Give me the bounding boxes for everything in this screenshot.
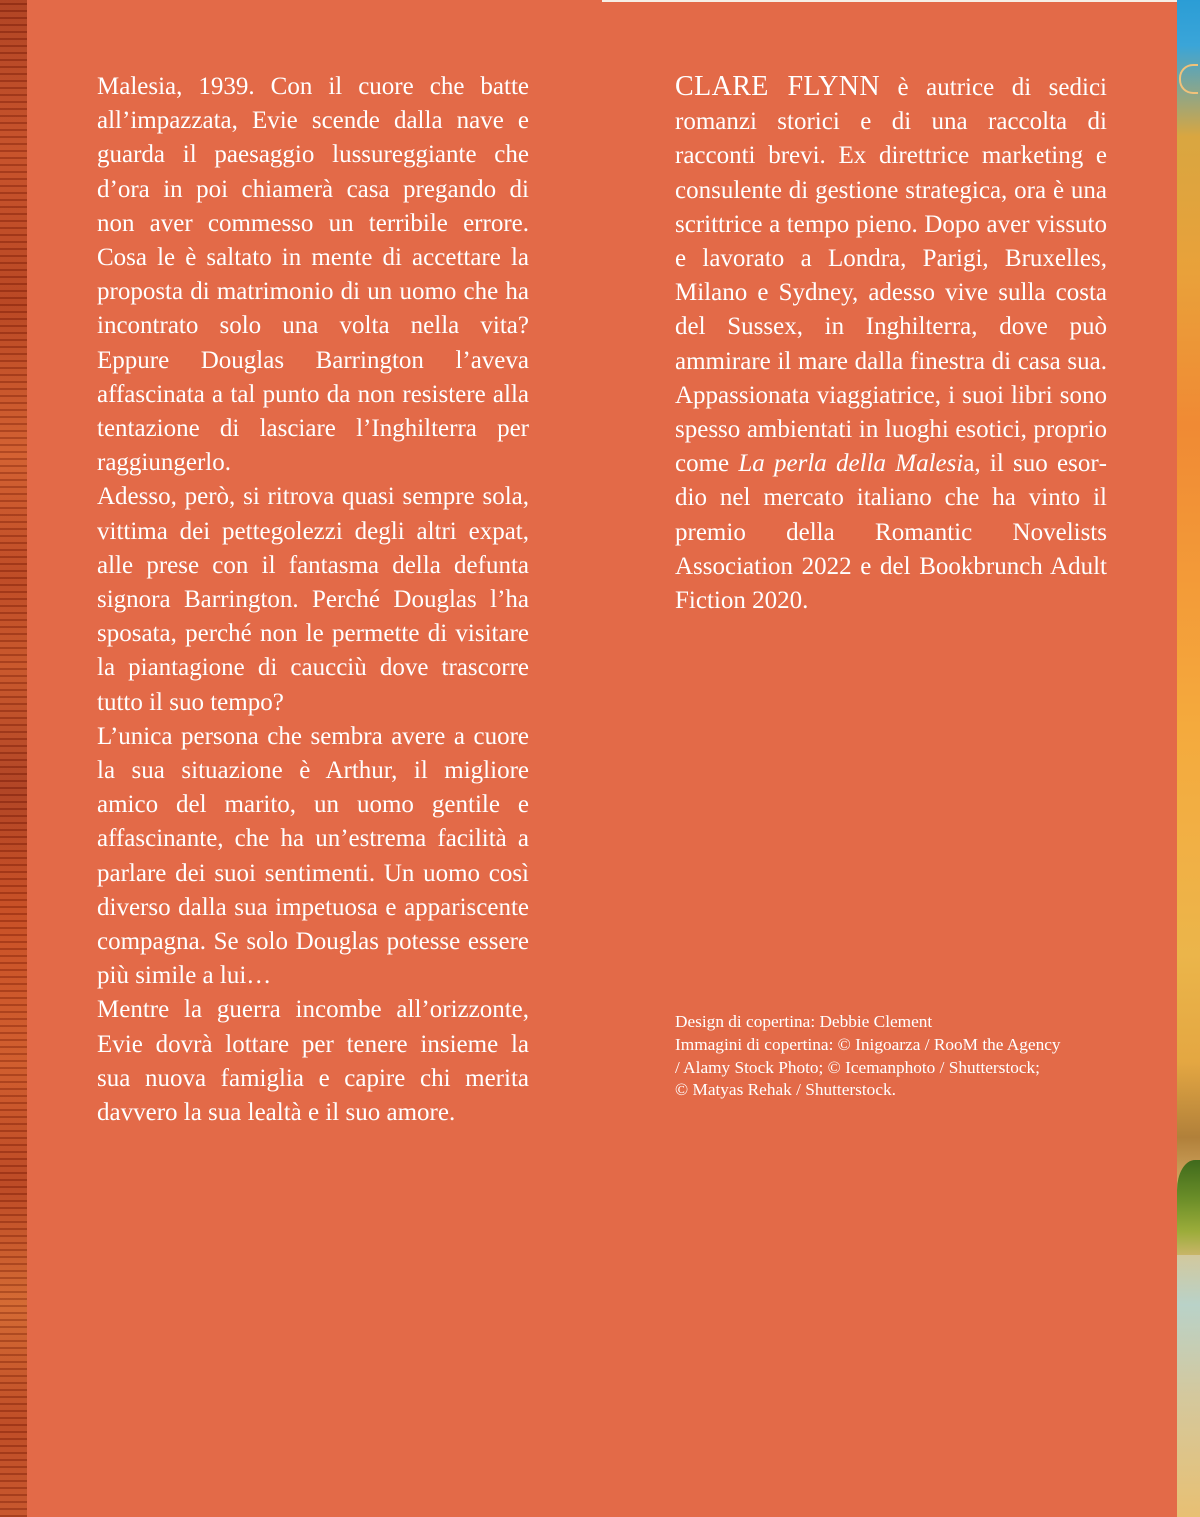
front-cover-edge <box>1177 0 1200 1517</box>
credit-line: Design di copertina: Debbie Clement <box>675 1012 933 1031</box>
author-bio-intro: è autrice di sedici romanzi storici e di una raccolta di racconti brevi. Ex direttrice marketing e consulente di gestione strategica, ora è una scrittrice a tempo pieno. Dopo aver vissuto e lavorato a Londra, Parigi, Bruxelles, Milano e Sydney, adesso vive sulla costa del Sussex, in Inghilterra, dove può ammirare il mare dalla finestra di casa sua. Appassionata viaggiatrice, i suoi libri sono spesso ambientati in luoghi esotici, proprio come <box>675 74 1107 478</box>
blurb-paragraph-2: Adesso, però, si ritrova quasi sempre sola, vittima dei pettegolezzi degli altri expat, alle prese con il fantasma della defunta signora Barrington. Perché Douglas l’ha sposata, perché non le permette di visitare la piantagione di caucciù dove trascorre tutto il suo tempo? <box>97 483 529 716</box>
author-bio <box>675 70 1107 618</box>
top-edge-strip <box>602 0 1177 2</box>
ornament-icon <box>1179 64 1198 94</box>
book-blurb <box>97 70 529 1130</box>
spine-wood-texture <box>0 0 27 1517</box>
blurb-paragraph-1: Malesia, 1939. Con il cuore che batte all’impazzata, Evie scende dalla nave e guarda il paesaggio lussureggiante che d’ora in poi chiamerà casa pregando di non aver commesso un terribile errore. Cosa le è saltato in mente di accettare la proposta di matrimonio di un uomo che ha incontrato solo una volta nella vita? Eppure Douglas Barrington l’aveva affascinata a tal punto da non resistere alla tentazione di lasciare l’Inghilterra per raggiungerlo. <box>97 73 529 477</box>
blurb-paragraph-3: L’unica persona che sembra avere a cuore la sua situazione è Arthur, il migliore amico del marito, un uomo gentile e affascinante, che ha un’estrema facilità a parlare dei suoi sentimenti. Un uomo così diverso dalla sua impetuosa e appariscente compagna. Se solo Douglas potesse essere più simile a lui… <box>97 722 529 990</box>
tropical-trees-image <box>1177 1160 1200 1255</box>
spine-edge-left <box>0 0 27 1517</box>
book-title: La perla della Malesi <box>738 450 964 478</box>
author-name: CLARE FLYNN <box>675 71 880 102</box>
blurb-paragraph-4: Mentre la guerra incombe all’orizzonte, Evie dovrà lottare per tenere insieme la sua nuova famiglia e capire chi merita davvero la sua lealtà e il suo amore. <box>97 996 529 1127</box>
author-bio-outro: a, il suo esordio nel mercato italiano che ha vinto il premio della Romantic Novelists Association 2022 e del Bookbrunch Adult Fiction 2020. <box>675 450 1107 615</box>
credit-line: © Matyas Rehak / Shutterstock. <box>675 1080 896 1100</box>
credit-line: Immagini di copertina: © Inigoarza / RooM the Agency <box>675 1034 1061 1054</box>
cover-credits <box>675 1011 1115 1102</box>
author-bio-paragraph <box>675 70 1107 618</box>
credit-line: / Alamy Stock Photo; © Icemanphoto / Shutterstock; <box>675 1057 1040 1077</box>
